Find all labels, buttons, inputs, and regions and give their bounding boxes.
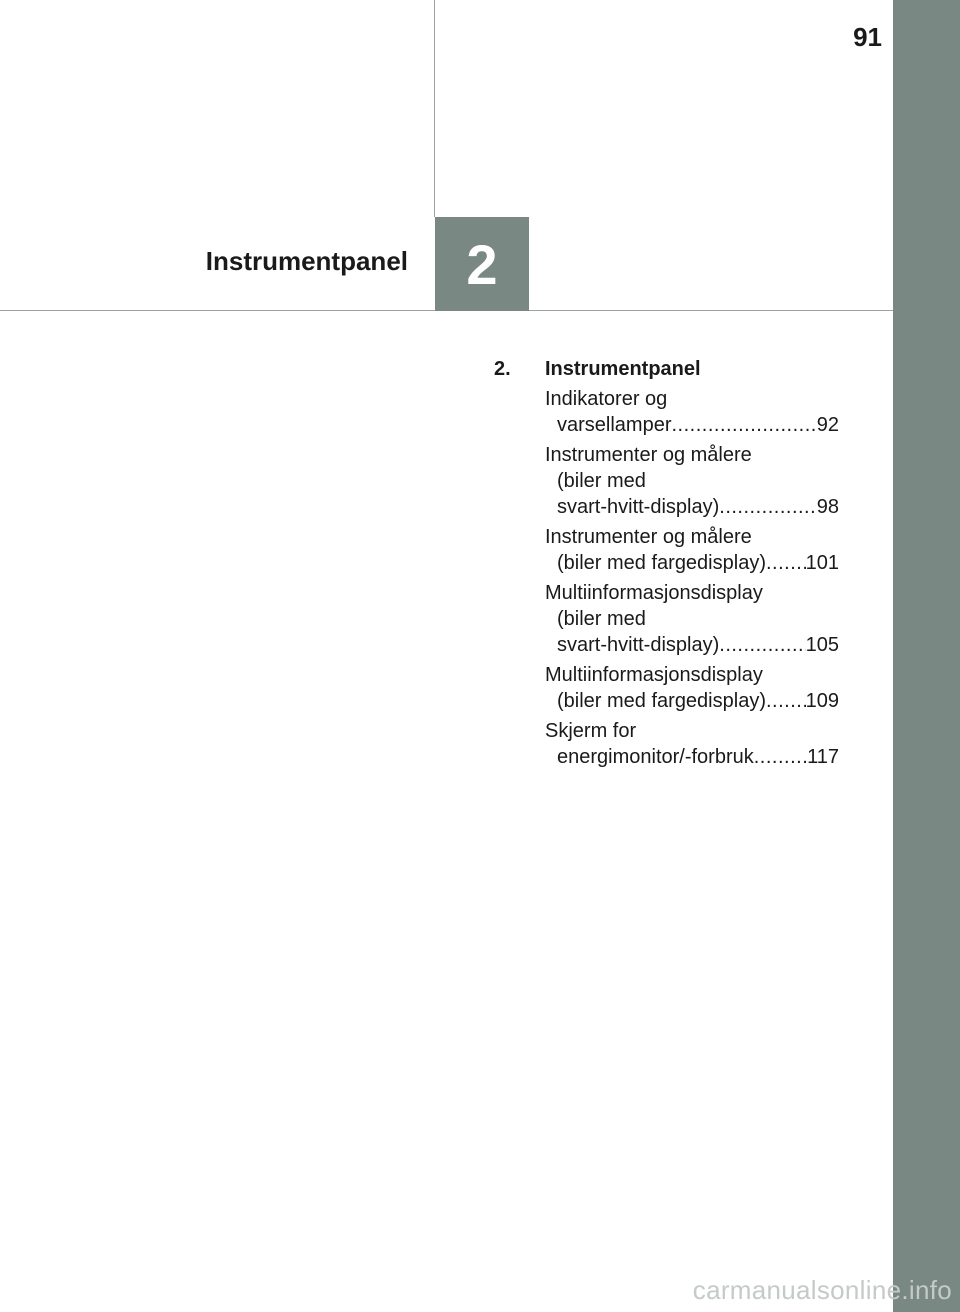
- toc-entry-line: [545, 550, 839, 576]
- watermark: carmanualsonline.info: [692, 1275, 952, 1305]
- side-tab: [893, 0, 960, 1312]
- toc-entry-line: [545, 688, 839, 714]
- toc-entry-line: [545, 412, 839, 438]
- toc-entry-line: [545, 494, 839, 520]
- chapter-title: Instrumentpanel: [205, 246, 408, 276]
- toc-entry[interactable]: [545, 662, 839, 714]
- toc-entry-page: 109: [805, 690, 839, 712]
- toc-entry-page: 117: [807, 746, 839, 768]
- toc-entry[interactable]: [545, 718, 839, 770]
- toc-entry-line: Instrumenter og målere: [545, 526, 752, 548]
- toc-entry-text: (biler med fargedisplay): [557, 552, 766, 574]
- toc-entry-line: (biler med: [557, 470, 646, 492]
- toc-entry-line: [545, 744, 839, 770]
- toc-entry[interactable]: [545, 524, 839, 576]
- toc-entry-line: Multiinformasjonsdisplay: [545, 582, 763, 604]
- toc-entry-line: [545, 632, 839, 658]
- toc-entry-page: 101: [805, 552, 839, 574]
- toc-section-number: 2.: [494, 358, 511, 380]
- toc-entry-text: varsellamper: [557, 414, 672, 436]
- toc-entry-line: Multiinformasjonsdisplay: [545, 664, 763, 686]
- toc-entry-line: Indikatorer og: [545, 388, 668, 410]
- toc-section-title: Instrumentpanel: [545, 358, 701, 380]
- toc-entry-page: 105: [805, 634, 839, 656]
- toc-entry-line: Skjerm for: [545, 720, 637, 742]
- table-of-contents: [494, 356, 839, 774]
- toc-entry-text: svart-hvitt-display): [557, 496, 720, 518]
- toc-leader-dots: [754, 744, 807, 770]
- toc-section-heading: [494, 356, 839, 382]
- toc-entry-page: 98: [816, 496, 839, 518]
- toc-entry-text: (biler med fargedisplay): [557, 690, 766, 712]
- vertical-divider: [434, 0, 435, 217]
- toc-leader-dots: [766, 688, 806, 714]
- toc-leader-dots: [766, 550, 806, 576]
- chapter-number: 2: [466, 232, 498, 296]
- page-number: 91: [853, 22, 882, 52]
- toc-entry-line: (biler med: [557, 608, 646, 630]
- toc-entry-page: 92: [816, 414, 839, 436]
- chapter-number-badge: [435, 217, 529, 311]
- toc-entry[interactable]: [545, 580, 839, 658]
- toc-entry-text: energimonitor/-forbruk: [557, 746, 754, 768]
- toc-entry-line: Instrumenter og målere: [545, 444, 752, 466]
- toc-leader-dots: [671, 412, 816, 438]
- toc-entry[interactable]: [545, 442, 839, 520]
- toc-entry[interactable]: [545, 386, 839, 438]
- toc-entry-text: svart-hvitt-display): [557, 634, 720, 656]
- toc-leader-dots: [719, 632, 805, 658]
- toc-leader-dots: [719, 494, 816, 520]
